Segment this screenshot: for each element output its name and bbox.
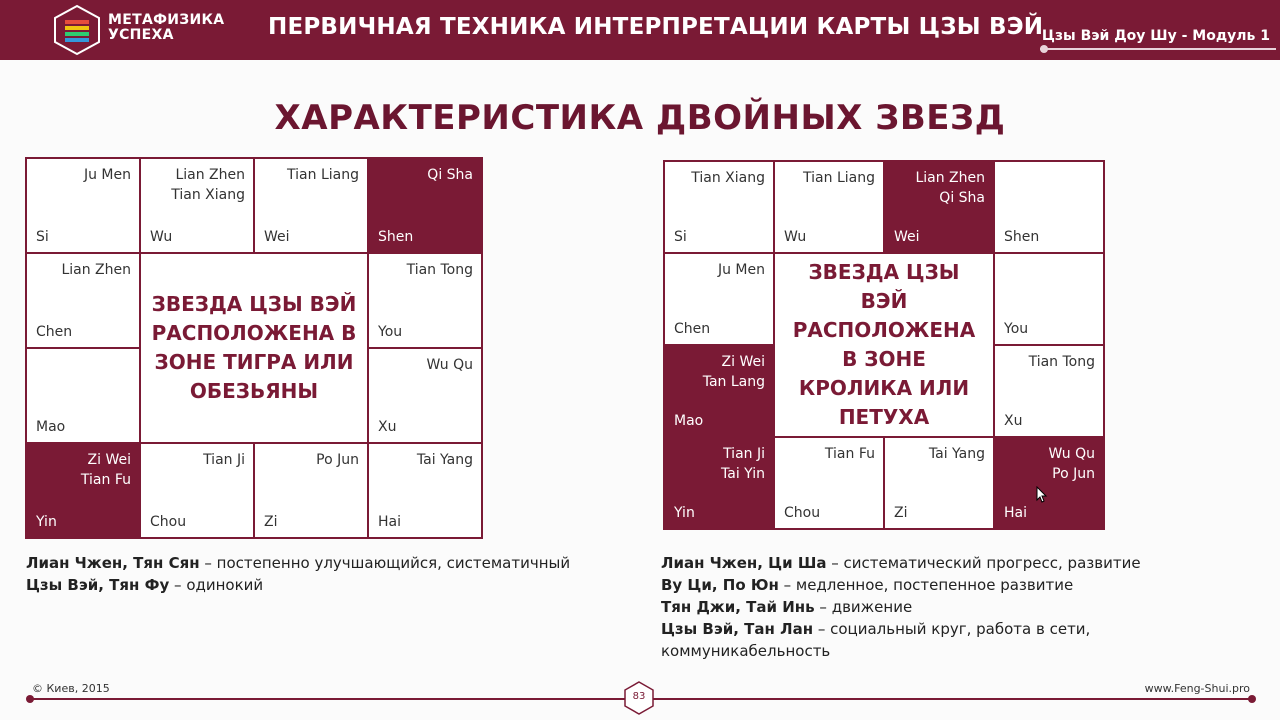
palace-stars: Tian Liang: [803, 170, 875, 186]
description-line: [26, 552, 626, 574]
star-pair-term: Ву Ци, По Юн: [661, 576, 779, 594]
palace-stars: Po Jun: [316, 452, 359, 468]
palace-cell-you: [993, 252, 1105, 346]
palace-branch: Wu: [784, 229, 807, 245]
palace-stars: Tian Fu: [824, 446, 875, 462]
description-line: [661, 596, 1221, 618]
palace-branch: Wei: [264, 229, 290, 245]
palace-branch: Chen: [674, 321, 711, 337]
palace-cell-hai: [367, 442, 483, 539]
palace-branch: Chen: [36, 324, 73, 340]
palace-branch: Xu: [378, 419, 397, 435]
logo-icon: [52, 4, 102, 56]
description-line: [661, 618, 1221, 662]
palace-cell-mao: [25, 347, 141, 444]
palace-stars: Ju Men: [83, 167, 131, 183]
star-pair-term: Тян Джи, Тай Инь: [661, 598, 815, 616]
star-pair-meaning: – движение: [814, 598, 913, 616]
palace-stars: Tian Xiang: [691, 170, 765, 186]
palace-stars: Zi Wei Tan Lang: [702, 354, 765, 390]
palace-branch: Shen: [1004, 229, 1040, 245]
logo-line-2: УСПЕХА: [108, 27, 174, 43]
star-pair-meaning: – медленное, постепенное развитие: [778, 576, 1074, 594]
star-pair-meaning: – постепенно улучшающийся, систематичный: [199, 554, 571, 572]
footer-dot-right: [1248, 695, 1256, 703]
palace-cell-you: [367, 252, 483, 349]
palace-stars: Zi Wei Tian Fu: [80, 452, 131, 488]
palace-cell-mao: [663, 344, 775, 438]
page-number: 83: [632, 691, 646, 702]
star-pair-term: Цзы Вэй, Тян Фу: [26, 576, 170, 594]
palace-stars: Wu Qu: [426, 357, 473, 373]
star-pair-term: Лиан Чжен, Тян Сян: [26, 554, 200, 572]
palace-cell-shen: [367, 157, 483, 254]
description-line: [26, 574, 626, 596]
palace-stars: Tian Ji: [203, 452, 245, 468]
palace-stars: Tian Tong: [1028, 354, 1095, 370]
page-title: ХАРАКТЕРИСТИКА ДВОЙНЫХ ЗВЕЗД: [274, 98, 1006, 138]
palace-cell-shen: [993, 160, 1105, 254]
palace-cell-yin: [663, 436, 775, 530]
star-pair-meaning: – систематический прогресс, развитие: [826, 554, 1141, 572]
palace-cell-wei: [883, 160, 995, 254]
palace-stars: Qi Sha: [427, 167, 473, 183]
copyright: © Киев, 2015: [32, 682, 110, 695]
site-link[interactable]: www.Feng-Shui.pro: [1144, 682, 1250, 695]
palace-branch: Si: [36, 229, 49, 245]
palace-stars: Lian Zhen Tian Xiang: [171, 167, 245, 203]
palace-cell-si: [25, 157, 141, 254]
palace-cell-si: [663, 160, 775, 254]
header-rule: [1040, 48, 1276, 50]
palace-branch: Zi: [264, 514, 278, 530]
palace-cell-zi: [253, 442, 369, 539]
logo-line-1: МЕТАФИЗИКА: [108, 12, 225, 28]
palace-branch: Mao: [674, 413, 704, 429]
palace-cell-wu: [139, 157, 255, 254]
right-chart: [663, 160, 1106, 530]
palace-cell-xu: [993, 344, 1105, 438]
star-pair-meaning: – социальный круг, работа в сети, коммуникабельность: [661, 620, 1091, 660]
palace-branch: You: [378, 324, 403, 340]
star-pair-meaning: – одинокий: [169, 576, 264, 594]
slide-header: [0, 0, 1280, 60]
palace-branch: Shen: [378, 229, 414, 245]
chart-center-text: ЗВЕЗДА ЦЗЫ ВЭЙ РАСПОЛОЖЕНА В ЗОНЕ КРОЛИКА ИЛИ ПЕТУХА: [773, 252, 995, 438]
module-label: Цзы Вэй Доу Шу - Модуль 1: [1041, 28, 1270, 44]
palace-cell-wei: [253, 157, 369, 254]
left-description: [26, 552, 626, 596]
palace-stars: Lian Zhen: [61, 262, 131, 278]
description-line: [661, 574, 1221, 596]
palace-cell-chou: [139, 442, 255, 539]
palace-branch: Hai: [1004, 505, 1027, 521]
palace-branch: Yin: [36, 514, 57, 530]
palace-cell-hai: [993, 436, 1105, 530]
mouse-cursor-icon: [1036, 486, 1048, 504]
palace-cell-wu: [773, 160, 885, 254]
palace-stars: Lian Zhen Qi Sha: [915, 170, 985, 206]
palace-cell-chen: [663, 252, 775, 346]
palace-branch: Zi: [894, 505, 908, 521]
palace-branch: Chou: [784, 505, 821, 521]
left-chart: [25, 157, 483, 540]
star-pair-term: Цзы Вэй, Тан Лан: [661, 620, 814, 638]
palace-stars: Ju Men: [717, 262, 765, 278]
palace-stars: Tian Tong: [406, 262, 473, 278]
palace-branch: Wei: [894, 229, 920, 245]
palace-cell-chen: [25, 252, 141, 349]
header-rule-dot: [1040, 45, 1048, 53]
palace-cell-chou: [773, 436, 885, 530]
palace-branch: Hai: [378, 514, 401, 530]
palace-cell-yin: [25, 442, 141, 539]
palace-branch: Yin: [674, 505, 695, 521]
palace-stars: Tai Yang: [928, 446, 985, 462]
description-line: [661, 552, 1221, 574]
star-pair-term: Лиан Чжен, Ци Ша: [661, 554, 827, 572]
palace-branch: Si: [674, 229, 687, 245]
palace-branch: Wu: [150, 229, 173, 245]
right-description: [661, 552, 1221, 662]
palace-branch: Mao: [36, 419, 66, 435]
palace-stars: Tian Liang: [287, 167, 359, 183]
footer-dot-left: [26, 695, 34, 703]
chart-center-text: ЗВЕЗДА ЦЗЫ ВЭЙ РАСПОЛОЖЕНА В ЗОНЕ ТИГРА ИЛИ ОБЕЗЬЯНЫ: [139, 252, 369, 444]
palace-branch: You: [1004, 321, 1029, 337]
palace-stars: Wu Qu Po Jun: [1048, 446, 1095, 482]
palace-cell-zi: [883, 436, 995, 530]
palace-cell-xu: [367, 347, 483, 444]
palace-branch: Xu: [1004, 413, 1023, 429]
palace-stars: Tian Ji Tai Yin: [721, 446, 765, 482]
palace-stars: Tai Yang: [416, 452, 473, 468]
logo-text: [108, 13, 224, 43]
header-title: ПЕРВИЧНАЯ ТЕХНИКА ИНТЕРПРЕТАЦИИ КАРТЫ ЦЗЫ ВЭЙ: [268, 14, 1044, 40]
palace-branch: Chou: [150, 514, 187, 530]
